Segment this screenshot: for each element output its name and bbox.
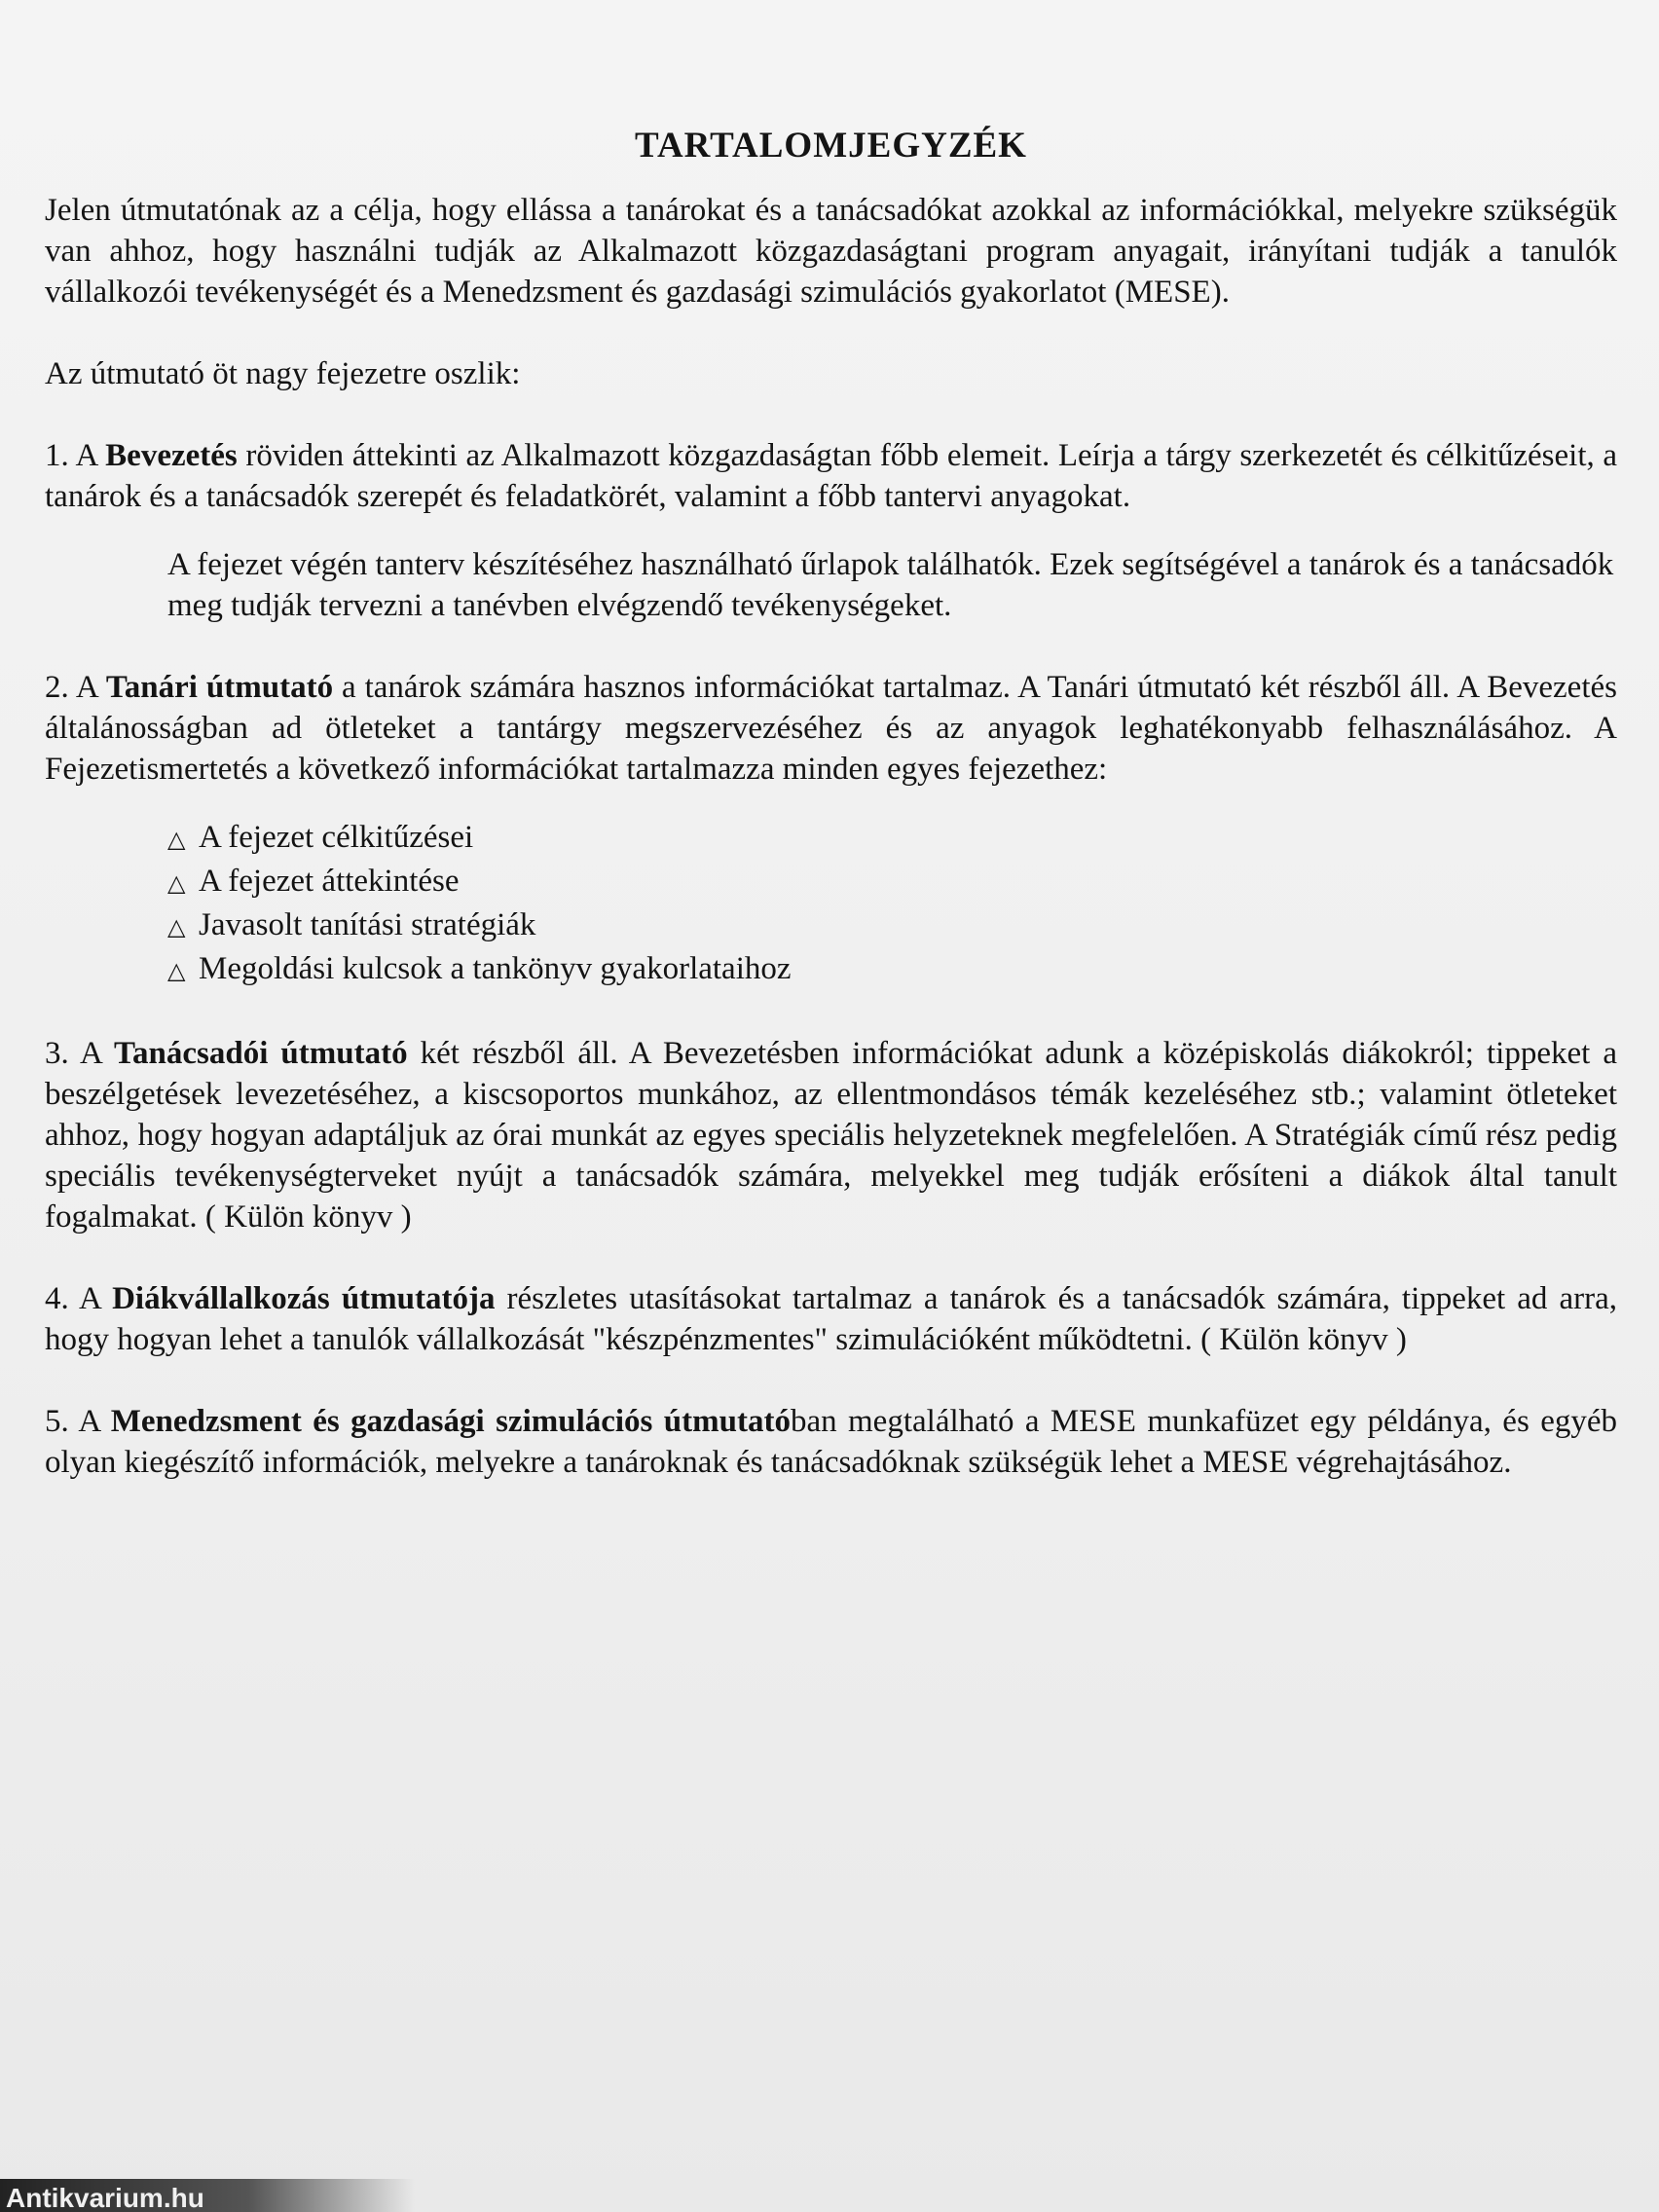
triangle-bullet-icon: △ bbox=[167, 871, 186, 897]
document-content bbox=[45, 125, 1617, 1483]
section-4 bbox=[45, 1278, 1617, 1360]
section-2-bullet-list bbox=[45, 817, 1617, 992]
section-3-number: 3. A bbox=[45, 1036, 115, 1071]
watermark: Antikvarium.hu bbox=[0, 2179, 415, 2212]
section-3 bbox=[45, 1033, 1617, 1237]
section-5-title: Menedzsment és gazdasági szimulációs útmutató bbox=[110, 1404, 791, 1439]
section-2-text: a tanárok számára hasznos információkat tartalmaz. A Tanári útmutató két részből áll. A Bevezetés általánosságban ad ötleteket a tantárgy megszervezéséhez és az anyagok leghatékonyabb felhasználásához. A Fejezetismertetés a következő információkat tartalmazza minden egyes fejezethez: bbox=[45, 670, 1617, 787]
section-4-title: Diákvállalkozás útmutatója bbox=[112, 1281, 496, 1316]
section-1 bbox=[45, 435, 1617, 517]
chapters-intro: Az útmutató öt nagy fejezetre oszlik: bbox=[45, 356, 521, 391]
section-1-text: röviden áttekinti az Alkalmazott közgazdaságtan főbb elemeit. Leírja a tárgy szerkezetét és célkitűzéseit, a tanárok és a tanácsadók szerepét és feladatkörét, valamint a főbb tantervi anyagokat. bbox=[45, 438, 1617, 514]
triangle-bullet-icon: △ bbox=[167, 828, 186, 853]
section-5-number: 5. A bbox=[45, 1404, 111, 1439]
triangle-bullet-icon: △ bbox=[167, 915, 186, 940]
section-1-title: Bevezetés bbox=[105, 438, 238, 473]
list-item: △ Megoldási kulcsok a tankönyv gyakorlataihoz bbox=[167, 948, 1617, 992]
section-1-subparagraph: A fejezet végén tanterv készítéséhez használható űrlapok találhatók. Ezek segítségével a tanárok és a tanácsadók meg tudják tervezni a tanévben elvégzendő tevékenységeket. bbox=[167, 547, 1614, 623]
section-3-text: két részből áll. A Bevezetésben információkat adunk a középiskolás diákokról; tippeket a beszélgetések levezetéséhez, a kiscsoportos munkához, az ellentmondásos témák kezeléséhez stb.; valamint ötleteket ahhoz, hogy hogyan adaptáljuk az órai munkát az egyes speciális helyzeteknek megfelelően. A Stratégiák című rész pedig speciális tevékenységterveket nyújt a tanácsadók számára, melyekkel meg tudják erősíteni a diákok által tanult fogalmakat. ( Külön könyv ) bbox=[45, 1036, 1617, 1235]
list-item: △ A fejezet célkitűzései bbox=[167, 817, 1617, 861]
section-3-title: Tanácsadói útmutató bbox=[114, 1036, 408, 1071]
list-item: △ Javasolt tanítási stratégiák bbox=[167, 904, 1617, 948]
intro-paragraph: Jelen útmutatónak az a célja, hogy ellássa a tanárokat és a tanácsadókat azokkal az információkkal, melyekre szükségük van ahhoz, hogy használni tudják az Alkalmazott közgazdaságtani program anyagait, irányítani tudják a tanulók vállalkozói tevékenységét és a Menedzsment és gazdasági szimulációs gyakorlatot (MESE). bbox=[45, 193, 1617, 310]
section-4-number: 4. A bbox=[45, 1281, 113, 1316]
triangle-bullet-icon: △ bbox=[167, 959, 186, 984]
list-item: △ A fejezet áttekintése bbox=[167, 861, 1617, 904]
section-5-text: ban megtalálható a MESE munkafüzet egy példánya, és egyéb olyan kiegészítő információk, melyekre a tanároknak és tanácsadóknak szükségük lehet a MESE végrehajtásához. bbox=[45, 1404, 1617, 1480]
section-1-number: 1. A bbox=[45, 438, 106, 473]
section-2-title: Tanári útmutató bbox=[105, 670, 334, 705]
section-4-text: részletes utasításokat tartalmaz a tanárok és a tanácsadók számára, tippeket ad arra, hogy hogyan lehet a tanulók vállalkozását "készpénzmentes" szimulációként működtetni. ( Külön könyv ) bbox=[45, 1281, 1617, 1357]
section-2 bbox=[45, 667, 1617, 790]
section-5 bbox=[45, 1401, 1617, 1483]
page-title: TARTALOMJEGYZÉK bbox=[635, 126, 1027, 166]
section-2-number: 2. A bbox=[45, 670, 106, 705]
